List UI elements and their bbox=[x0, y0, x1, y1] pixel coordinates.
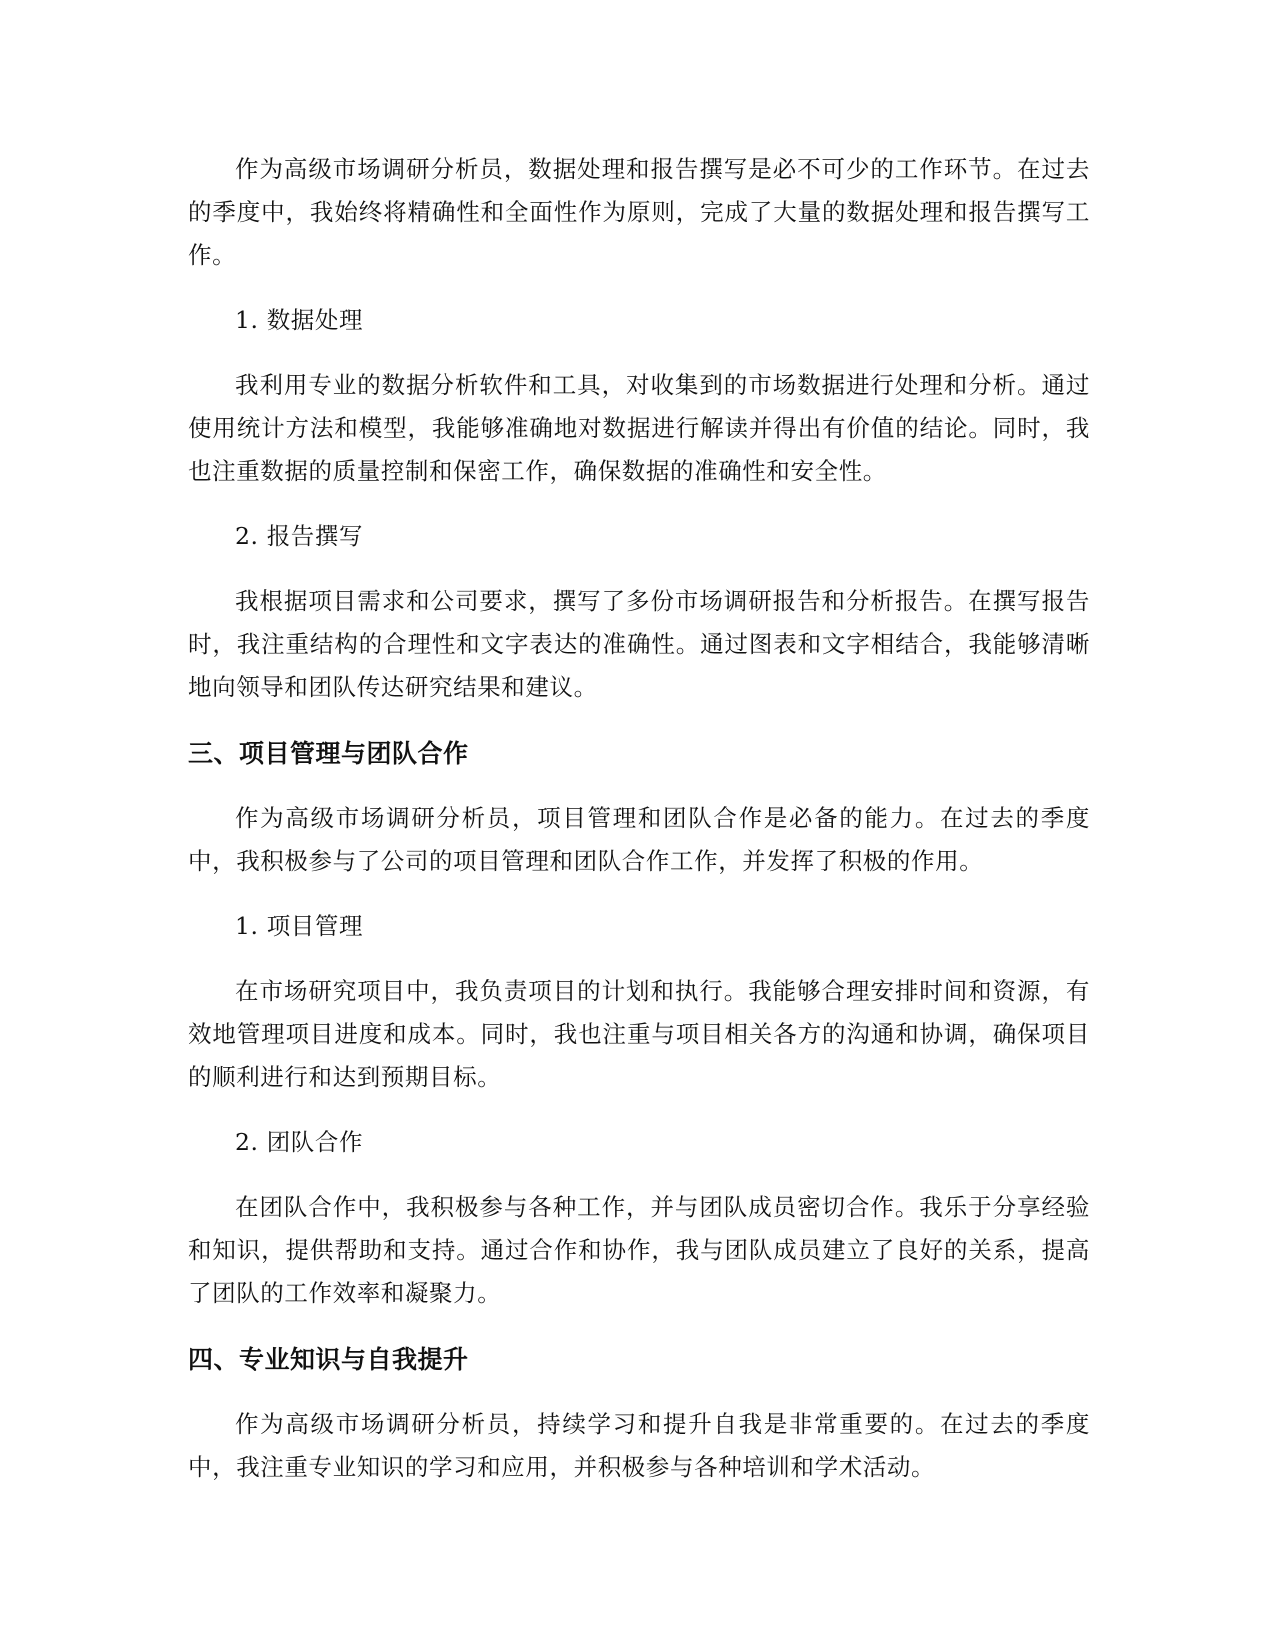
subheading-report-writing: 2. 报告撰写 bbox=[235, 522, 364, 550]
paragraph-intro-professional-growth: 作为高级市场调研分析员，持续学习和提升自我是非常重要的。在过去的季度中，我注重专业知识的学习和应用，并积极参与各种培训和学术活动。 bbox=[188, 1410, 1090, 1481]
paragraph-report-writing: 我根据项目需求和公司要求，撰写了多份市场调研报告和分析报告。在撰写报告时，我注重结构的合理性和文字表达的准确性。通过图表和文字相结合，我能够清晰地向领导和团队传达研究结果和建议。 bbox=[188, 587, 1090, 701]
subheading-data-processing: 1. 数据处理 bbox=[235, 306, 364, 334]
paragraph-intro-project-teamwork: 作为高级市场调研分析员，项目管理和团队合作是必备的能力。在过去的季度中，我积极参与了公司的项目管理和团队合作工作，并发挥了积极的作用。 bbox=[188, 804, 1090, 875]
section-heading-project-teamwork: 三、项目管理与团队合作 bbox=[188, 739, 469, 768]
paragraph-data-processing: 我利用专业的数据分析软件和工具，对收集到的市场数据进行处理和分析。通过使用统计方法和模型，我能够准确地对数据进行解读并得出有价值的结论。同时，我也注重数据的质量控制和保密工作，确保数据的准确性和安全性。 bbox=[188, 371, 1090, 485]
paragraph-teamwork: 在团队合作中，我积极参与各种工作，并与团队成员密切合作。我乐于分享经验和知识，提供帮助和支持。通过合作和协作，我与团队成员建立了良好的关系，提高了团队的工作效率和凝聚力。 bbox=[188, 1193, 1090, 1307]
subheading-project-management: 1. 项目管理 bbox=[235, 912, 364, 940]
paragraph-project-management: 在市场研究项目中，我负责项目的计划和执行。我能够合理安排时间和资源，有效地管理项目进度和成本。同时，我也注重与项目相关各方的沟通和协调，确保项目的顺利进行和达到预期目标。 bbox=[188, 977, 1090, 1091]
document-body bbox=[188, 148, 1090, 1511]
paragraph-intro-data-reporting: 作为高级市场调研分析员，数据处理和报告撰写是必不可少的工作环节。在过去的季度中，我始终将精确性和全面性作为原则，完成了大量的数据处理和报告撰写工作。 bbox=[188, 155, 1090, 269]
subheading-teamwork: 2. 团队合作 bbox=[235, 1128, 364, 1156]
section-heading-professional-growth: 四、专业知识与自我提升 bbox=[188, 1345, 469, 1374]
